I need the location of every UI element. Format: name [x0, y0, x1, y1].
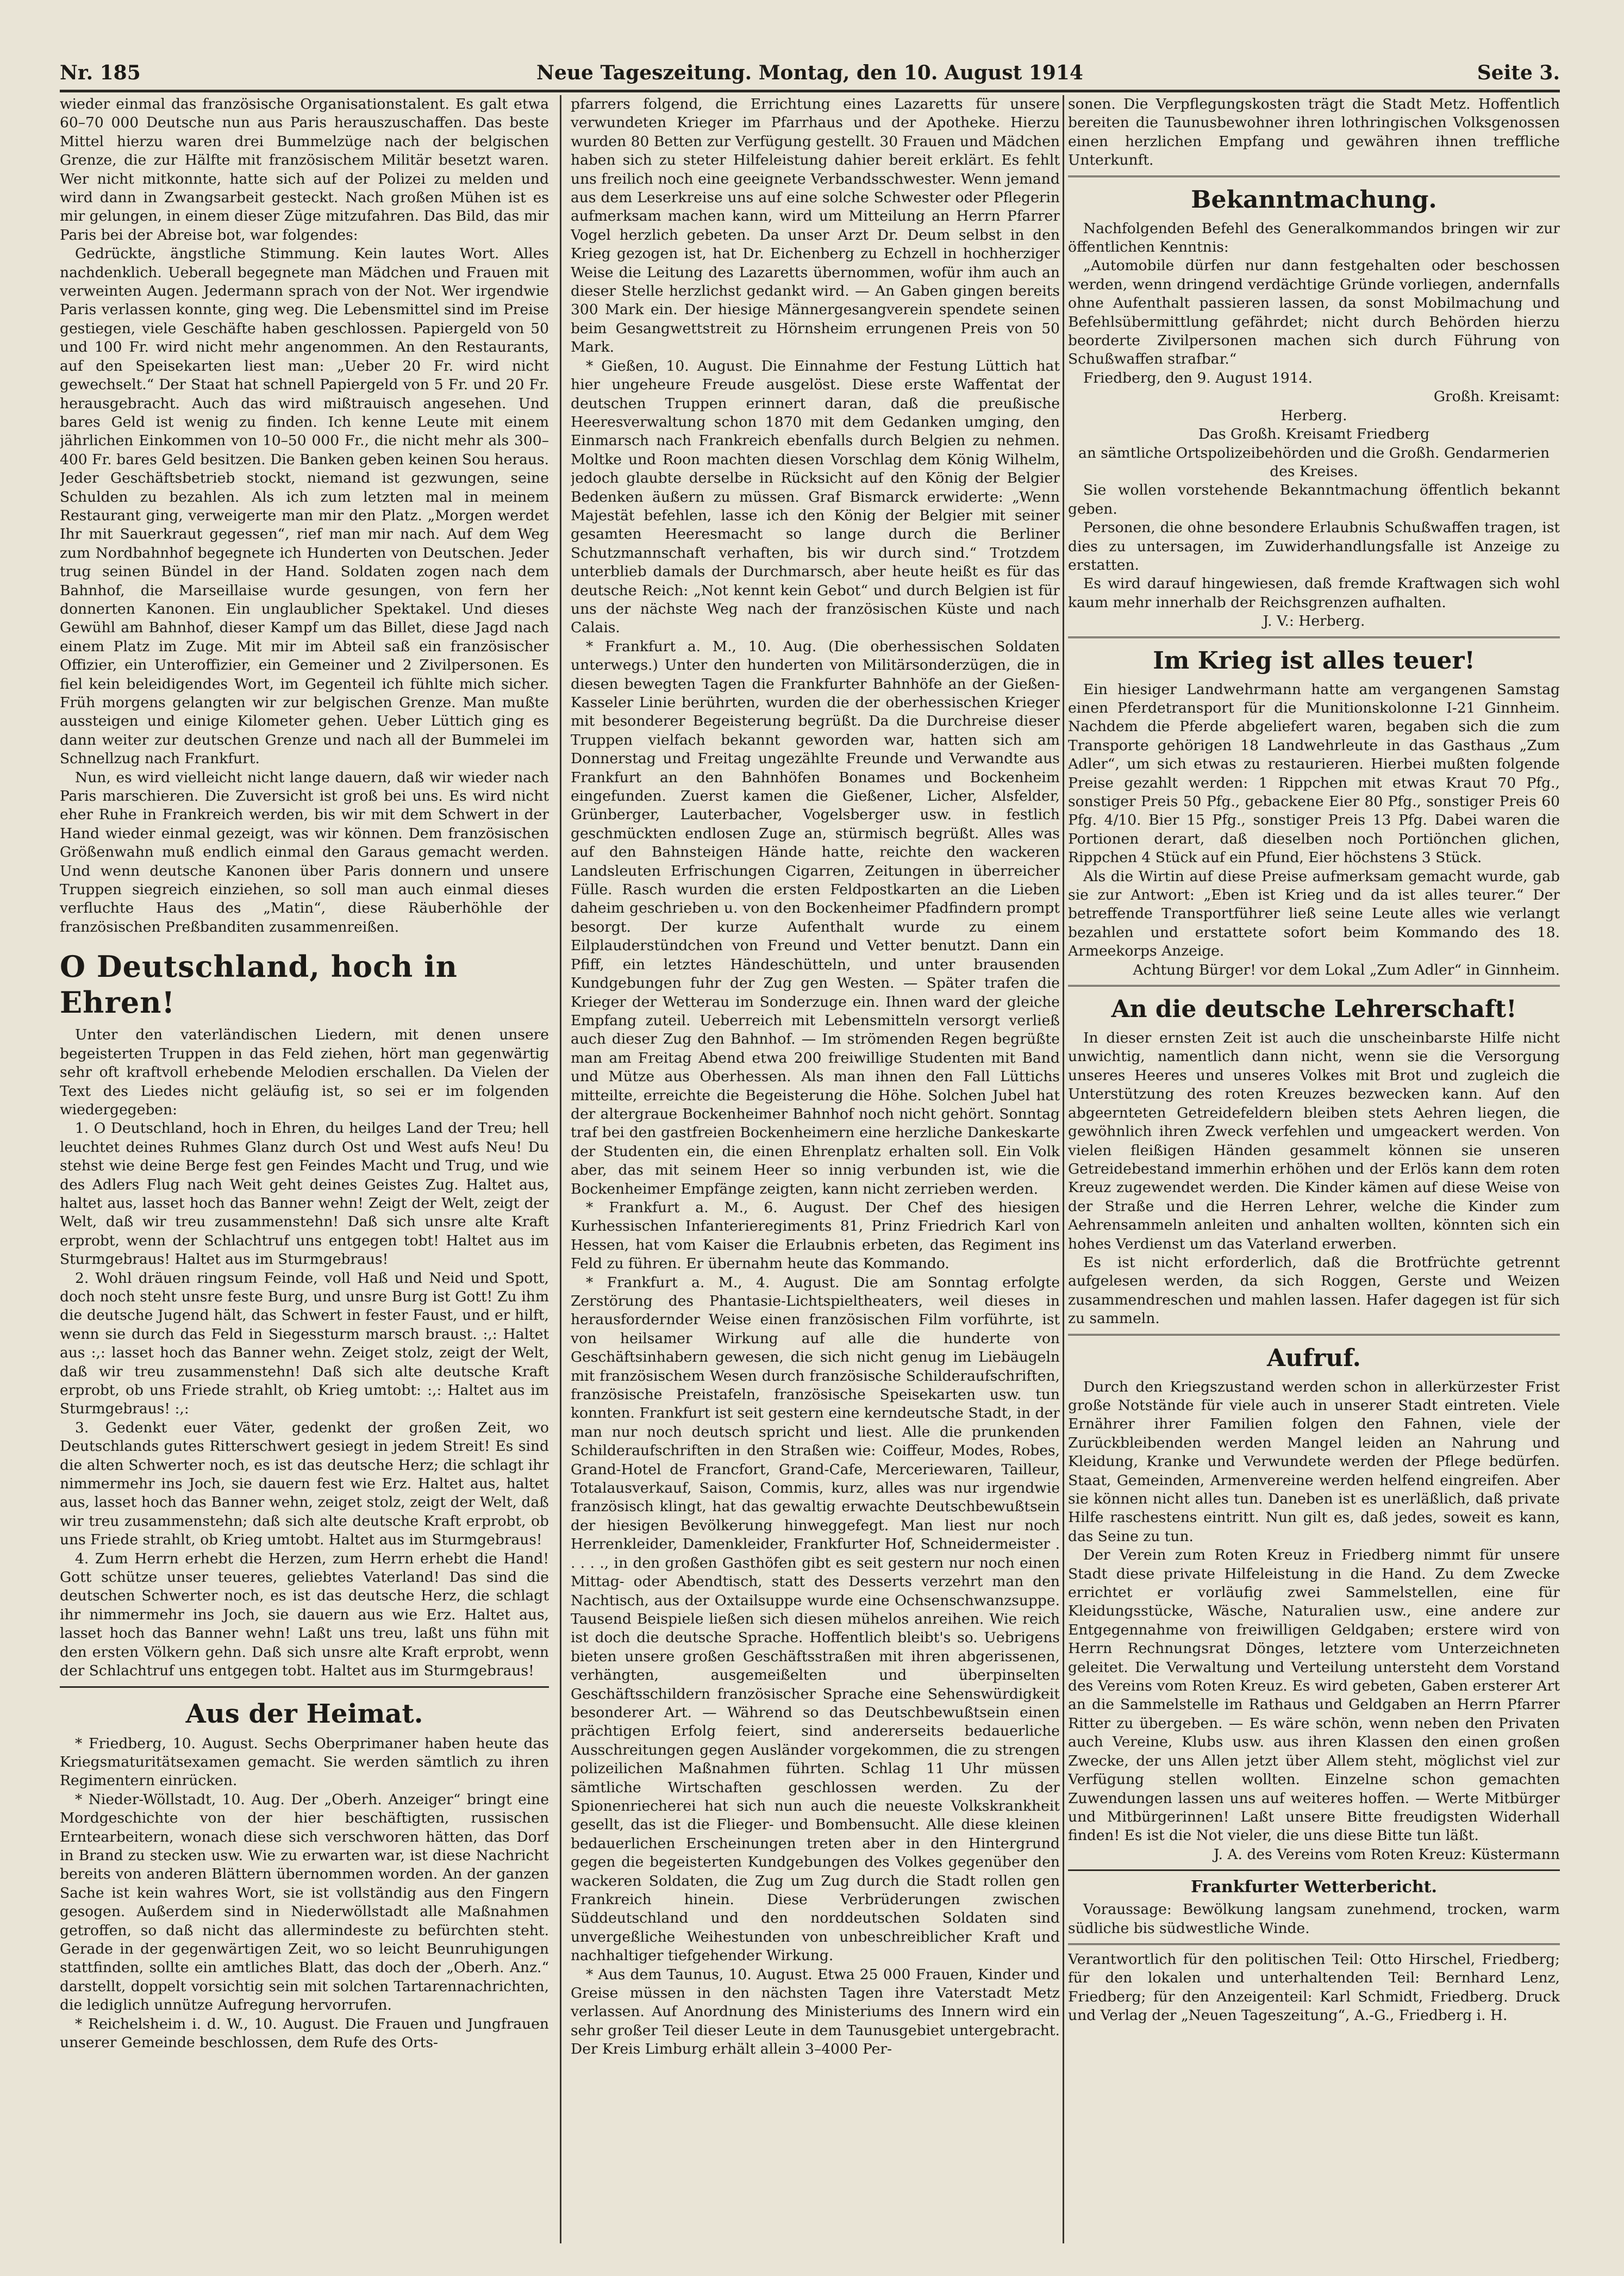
- imprint: Verantwortlich für den politischen Teil: Otto Hirschel, Friedberg; für den lokalen und unterhaltenden Teil: Bernhard Lenz, Friedberg; für den Anzeigenteil: Karl Schmidt, Friedberg. Druck und Verlag der „Neuen Tageszeitung“, A.-G., Friedberg i. H.: [1068, 1950, 1560, 2024]
- article-paragraph: wieder einmal das französische Organisationstalent. Es galt etwa 60–70 000 Deutsche nun aus Paris herauszuschaffen. Das beste Mittel hierzu waren drei Bummelzüge nach der belgischen Grenze, die zur Hälfte mit französischem Militär besetzt waren. Wer nicht mitkonnte, hatte sich auf der Polizei zu melden und wird dann in Zwangsarbeit gesteckt. Nach großen Mühen ist es mir gelungen, in einem dieser Züge mitzufahren. Das Bild, das mir Paris bei der Abreise bot, war folgendes:: [60, 96, 549, 244]
- notice-intro: Nachfolgenden Befehl des Generalkommandos bringen wir zur öffentlichen Kenntnis:: [1068, 220, 1560, 256]
- notice-bekanntmachung: [1068, 185, 1560, 631]
- weather-report: [1068, 1876, 1560, 1938]
- notice-name: Herberg.: [1281, 407, 1347, 424]
- article-heading: Im Krieg ist alles teuer!: [1153, 646, 1475, 675]
- notice-heading: Bekanntmachung.: [1191, 185, 1437, 214]
- headline-deutschland: O Deutschland, hoch in Ehren!: [60, 949, 458, 1020]
- column-rule: [560, 95, 561, 2243]
- column-1: [60, 95, 549, 2243]
- weather-heading: Frankfurter Wetterbericht.: [1191, 1878, 1437, 1897]
- local-news-item: sonen. Die Verpflegungskosten trägt die Stadt Metz. Hoffentlich bereiten die Taunusbewohner ihren lothringischen Volksgenossen einen herzlichen Empfang und gewähren ihnen treffliche Unterkunft.: [1068, 96, 1560, 169]
- local-news-item: * Gießen, 10. August. Die Einnahme der Festung Lüttich hat hier ungeheure Freude ausgelöst. Diese erste Waffentat der deutschen Truppen erinnert daran, daß die preußische Heeresverwaltung schon 1870 mit dem Gedanken umging, den Einmarsch nach Frankreich ebenfalls durch Belgien zu nehmen. Moltke und Roon machten diesen Vorschlag dem König Wilhelm, jedoch glaubte derselbe in Rücksicht auf den König der Belgier Bedenken äußern zu müssen. Graf Bismarck erwiderte: „Wenn Majestät befehlen, lasse ich den König der Belgier mit seiner gesamten Heeresmacht so lange durch die Berliner Schutzmannschaft verhaften, bis wir durch sind.“ Trotzdem unterblieb damals der Durchmarsch, aber heute heißt es für das deutsche Reich: „Not kennt kein Gebot“ und durch Belgien ist für uns der nächste Weg nach der französischen Küste und nach Calais.: [571, 357, 1060, 637]
- column-2: [571, 95, 1060, 2243]
- song-verse: 3. Gedenkt euer Väter, gedenkt der großen Zeit, wo Deutschlands gutes Ritterschwert gesiegt in jedem Streit! Es sind die alten Schwerter noch, es ist das deutsche Herz; die schlagt ihr nimmermehr ins Joch, sie dauern fest wie Erz. Haltet aus, haltet aus, lasset hoch das Banner wehn, zeiget stolz, zeigt der Welt, daß wir treu zusammenstehn; daß sich alte deutsche Kraft erprobt, ob uns Friede strahlt, ob Krieg umtobt. Haltet aus im Sturmgebraus!: [60, 1419, 549, 1549]
- notice-signature: J. V.: Herberg.: [1263, 613, 1365, 630]
- notice-office: Großh. Kreisamt:: [1433, 388, 1560, 406]
- local-news-item: * Frankfurt a. M., 10. Aug. (Die oberhessischen Soldaten unterwegs.) Unter den hunderten von Militärsonderzügen, die in diesen bewegten Tagen die Frankfurter Bahnhöfe an der Gießen-Kasseler Linie berührten, wurden die der oberhessischen Krieger mit besonderer Begeisterung begrüßt. Da die Durchreise dieser Truppen vielfach bekannt geworden war, hatten sich am Donnerstag und Freitag ungezählte Freunde und Verwandte aus Frankfurt an den Bahnhöfen Bonames und Bockenheim eingefunden. Zuerst kamen die Gießener, Licher, Alsfelder, Grünberger, Lauterbacher, Vogelsberger usw. in festlich geschmückten endlosen Zuge an, stürmisch begrüßt. Alles was auf den Bahnsteigen Hände hatte, reichte den wackeren Landsleuten Erfrischungen Cigarren, Zeitungen in überreicher Fülle. Rasch wurden die ersten Feldpostkarten an die Lieben daheim geschrieben u. von den Bockenheimer Pfadfindern prompt besorgt. Der kurze Aufenthalt wurde zu einem Eilplauderstündchen von Freund und Vetter benutzt. Dann ein Pfiff, ein letztes Händeschütteln, und unter brausenden Kundgebungen fuhr der Zug gen Westen. — Später trafen die Krieger der Wetterau im Sonderzuge ein. Ihnen ward der gleiche Empfang zuteil. Ueberreich mit Lebensmitteln versorgt verließ auch dieser Zug den Bahnhof. — Im strömenden Regen begrüßte man am Freitag Abend etwa 200 freiwillige Studenten mit Band und Mütze aus Oberhessen. Als man ihnen den Fall Lüttichs mitteilte, erreichte die Begeisterung die Höhe. Solchen Jubel hat der altergraue Bockenheimer Bahnhof noch nicht gehört. Sonntag traf bei den gastfreien Bockenheimern eine herzliche Dankeskarte der Studenten ein, die einen Ehrenplatz erhalten soll. Ein Volk aber, das mit seinem Heer so innig verbunden ist, wie die Bockenheimer Empfänge zeigten, kann nicht zerrieben werden.: [571, 638, 1060, 1198]
- notice-body: Personen, die ohne besondere Erlaubnis Schußwaffen tragen, ist dies zu untersagen, im Zuwiderhandlungsfalle ist Anzeige zu erstatten.: [1068, 519, 1560, 573]
- song-verse: 2. Wohl dräuen ringsum Feinde, voll Haß und Neid und Spott, doch noch steht unsre feste Burg, und unsre Burg ist Gott! Zu ihm die deutsche Jugend hält, das Schwert in fester Faust, und er hilft, wenn sie durch das Feld in Siegessturm marsch braust. :,: Haltet aus :,: lasset hoch das Banner wehn. Zeiget stolz, zeigt der Welt, daß wir treu zusammenstehn! Daß sich alte deutsche Kraft erprobt, ob uns Friede strahlt, ob Krieg umtobt: :,: Haltet aus im Sturmgebraus! :,:: [60, 1269, 549, 1418]
- article-paragraph: In dieser ernsten Zeit ist auch die unscheinbarste Hilfe nicht unwichtig, namentlich dann nicht, wenn sie die Versorgung unseres Heeres und unseres Volkes mit Brot und zugleich die Unterstützung des roten Kreuzes bezwecken kann. Auf den abgeernteten Getreidefeldern bleiben stets Aehren liegen, die gewöhnlich ihren Zweck verfehlen und umgeackert werden. Von vielen fleißigen Händen gesammelt können sie unseren Getreidebestand immerhin erhöhen und der Erlös kann dem roten Kreuz zugewendet werden. Die Kinder kämen auf diese Weise von der Straße und die Herren Lehrer, welche die Kinder zum Aehrensammeln anleiten und anhalten wollten, könnten sich ein hohes Verdienst um das Vaterland erwerben.: [1068, 1030, 1560, 1252]
- article-paragraph: Als die Wirtin auf diese Preise aufmerksam gemacht wurde, gab sie zur Antwort: „Eben ist Krieg und da ist alles teurer.“ Der betreffende Transportführer ließ seine Leute alles wie verlangt bezahlen und erstattete sofort beim Kommando des 18. Armeekorps Anzeige.: [1068, 868, 1560, 960]
- divider: [60, 1686, 549, 1688]
- notice-addressee-2: an sämtliche Ortspolizeibehörden und die Großh. Gendarmerien des Kreises.: [1078, 444, 1550, 480]
- article-signature: J. A. des Vereins vom Roten Kreuz: Küstermann: [1213, 1845, 1560, 1863]
- weather-text: Voraussage: Bewölkung langsam zunehmend, trocken, warm südliche bis südwestliche Winde.: [1068, 1901, 1560, 1937]
- notice-date: Friedberg, den 9. August 1914.: [1083, 369, 1313, 386]
- divider: [1068, 1943, 1560, 1945]
- column-rule: [1063, 95, 1064, 2243]
- song-verse: 1. O Deutschland, hoch in Ehren, du heilges Land der Treu; hell leuchtet deines Ruhmes Glanz durch Ost und West aufs Neu! Du stehst wie deine Berge fest gen Feindes Macht und Trug, und wie des Adlers Flug nach Weit geht deines Geistes Zug. Haltet aus, haltet aus, lasset hoch das Banner wehn! Zeigt der Welt, zeigt der Welt, daß wir treu zusammenstehn! Daß sich unsre alte Kraft erprobt, wenn der Schlachtruf uns entgegen tobt! Haltet aus im Sturmgebraus! Haltet aus im Sturmgebraus!: [60, 1120, 549, 1268]
- page-header: [60, 57, 1560, 92]
- article-paragraph: Durch den Kriegszustand werden schon in allerkürzester Frist große Notstände für viele auch in unserer Stadt eintreten. Viele Ernährer ihrer Familien folgen den Fahnen, viele der Zurückbleibenden werden Mangel leiden an Nahrung und Kleidung, Kranke und Verwundete werden der Pflege bedürfen. Staat, Gemeinden, Armenvereine werden helfend eingreifen. Aber sie können nicht alles tun. Daneben ist es unerläßlich, daß private Hilfe raschestens eintritt. Nun gilt es, daß jedes, soweit es kann, das Seine zu tun.: [1068, 1378, 1560, 1545]
- local-news-item: * Frankfurt a. M., 6. August. Der Chef des hiesigen Kurhessischen Infanterieregiments 81, Prinz Friedrich Karl von Hessen, hat vom Kaiser die Erlaubnis erbeten, das Regiment ins Feld zu führen. Er übernahm heute das Kommando.: [571, 1199, 1060, 1273]
- article-heading: Aufruf.: [1267, 1344, 1361, 1372]
- article-paragraph: Gedrückte, ängstliche Stimmung. Kein lautes Wort. Alles nachdenklich. Ueberall begegnete man Mädchen und Frauen mit verweinten Augen. Jedermann sprach von der Not. Wer irgendwie Paris verlassen konnte, ging weg. Die Lebensmittel sind im Preise gestiegen, viele Geschäfte haben geschlossen. Papiergeld von 50 und 100 Fr. wird nicht mehr angenommen. An den Restaurants, auf den Speisekarten liest man: „Ueber 20 Fr. wird nicht gewechselt.“ Der Staat hat schnell Papiergeld von 5 Fr. und 20 Fr. herausgebracht. Auch das wird mißtrauisch angesehen. Und bares Geld ist wenig zu finden. Ich kenne Leute mit einem jährlichen Einkommen von 10–50 000 Fr., die nicht mehr als 300–400 Fr. bares Geld besitzen. Die Banken geben keinen Sou heraus. Jeder Geschäftsbetrieb stockt, niemand ist gezwungen, seine Schulden zu bezahlen. Als ich zum letzten mal in meinem Restaurant ging, verweigerte man mir den Platz. „Morgen werdet Ihr mit Sauerkraut gegessen“, rief man mir nach. Auf dem Weg zum Nordbahnhof begegnete ich Hunderten von Deutschen. Jeder trug seinen Bündel in der Hand. Soldaten zogen nach dem Bahnhof, die Marseillaise wurde gesungen, von fern her donnerten Kanonen. Ein unglaublicher Spektakel. Und dieses Gewühl am Bahnhof, dieser Kampf um das Billet, diese Jagd nach einem Platz im Zuge. Mit mir im Abteil saß ein französischer Offizier, ein Unteroffizier, ein Gemeiner und 2 Zivilpersonen. Es fiel kein beleidigendes Wort, im Gegenteil ich fühlte mich sicher. Früh morgens gelangten wir zur belgischen Grenze. Man mußte aussteigen und einige Kilometer gehen. Ueber Lüttich ging es dann weiter zur deutschen Grenze und nach all der Bummelei im Schnellzug nach Frankfurt.: [60, 245, 549, 768]
- local-news-item: * Frankfurt a. M., 4. August. Die am Sonntag erfolgte Zerstörung des Phantasie-Lichtspieltheaters, weil dieses in herausfordernder Weise einen französischen Film vorführte, ist von heilsamer Wirkung auf alle die hunderte von Geschäftsinhabern gewesen, die sich nicht genug im Liebäugeln mit französischem Wesen durch französische Schilderaufschriften, französische Preistafeln, französische Speisekarten usw. tun konnten. Frankfurt ist seit gestern eine kerndeutsche Stadt, in der man nur noch deutsch spricht und liest. Alle die prunkenden Schilderaufschriften in den Straßen wie: Coiffeur, Modes, Robes, Grand-Hotel de Francfort, Grand-Cafe, Merceriewaren, Tailleur, Totalausverkauf, Saison, Commis, kurz, alles was nur irgendwie französisch klingt, hat das gewaltig erwachte Deutschbewußtsein der hiesigen Bevölkerung hinweggefegt. Man liest nur noch Herrenkleider, Damenkleider, Frankfurter Hof, Schneidermeister . . . . ., in den großen Gasthöfen gibt es seit gestern nur noch einen Mittag- oder Abendtisch, statt des Desserts verzehrt man den Nachtisch, aus der Oxtailsuppe wurde eine Ochsenschwanzsuppe. Tausend Beispiele ließen sich diesen mühelos anreihen. Wie reich ist doch die deutsche Sprache. Hoffentlich bleibt's so. Uebrigens bieten unsere großen Geschäftsstraßen mit ihren abgerissenen, verhängten, ausgemeißelten und überpinselten Geschäftsschildern französischer Sprache eine Sehenswürdigkeit besonderer Art. — Während so das Deutschbewußtsein einen prächtigen Erfolg feiert, sind andererseits bedauerliche Ausschreitungen gegen Ausländer vorgekommen, die zu strengen polizeilichen Maßnahmen führten. Schlag 11 Uhr müssen sämtliche Wirtschaften geschlossen werden. Zu der Spionenriecherei hat sich nun auch die neueste Volkskrankheit gesellt, das ist die Flieger- und Bombensucht. Alle diese kleinen bedauerlichen Erscheinungen treten aber in den Hintergrund gegen die begeisterten Kundgebungen des Volkes gegenüber den wackeren Soldaten, die Zug um Zug durch die Stadt rollen gen Frankreich hinein. Diese Verbrüderungen zwischen Süddeutschland und den norddeutschen Soldaten sind unvergeßliche Weihestunden von unbeschreiblicher Kraft und nachhaltiger tiefgehender Wirkung.: [571, 1274, 1060, 1965]
- article-paragraph: Der Verein zum Roten Kreuz in Friedberg nimmt für unsere Stadt diese private Hilfeleistung in die Hand. Zu dem Zwecke errichtet er vorläufig zwei Sammelstellen, eine für Kleidungsstücke, Wäsche, Naturalien usw., eine andere zur Entgegennahme von freiwilligen Geldgaben; erstere wird von Herrn Rechnungsrat Dönges, letztere vom Unterzeichneten geleitet. Die Verwaltung und Verteilung untersteht dem Vorstand des Vereins vom Roten Kreuz. Es wird gebeten, Gaben ersterer Art an die Sammelstelle im Rathaus und Geldgaben an Herrn Pfarrer Ritter zu übergeben. — Es wäre schön, wenn neben den Privaten auch Vereine, Klubs usw. aus ihren Klassen den einen großen Zwecke, der uns Allen jetzt über Allem steht, möglichst viel zur Verfügung stellen wollten. Einzelne schon gemachten Zuwendungen lassen uns auf weiteres hoffen. — Werte Mitbürger und Mitbürgerinnen! Laßt unsere Bitte freudigsten Widerhall finden! Es ist die Not vieler, die uns diese Bitte tun läßt.: [1068, 1547, 1560, 1844]
- article-paragraph: Ein hiesiger Landwehrmann hatte am vergangenen Samstag einen Pferdetransport für die Munitionskolonne I-21 Ginnheim. Nachdem die Pferde abgeliefert waren, begaben sich die zum Transporte gehörigen 18 Landwehrleute in das Gasthaus „Zum Adler“, um sich etwas zu restaurieren. Hierbei mußten folgende Preise gezahlt werden: 1 Rippchen mit etwas Kraut 70 Pfg., sonstiger Preis 50 Pfg., gebackene Eier 80 Pfg., sonstiger Preis 60 Pfg. 4/10. Bier 15 Pfg., sonstiger Preis 13 Pfg. Dabei waren die Portionen derart, daß dieselben noch Portiönchen glichen, Rippchen 4 Stück auf ein Pfund, Eier höchstens 3 Stück.: [1068, 681, 1560, 866]
- column-3: [1068, 95, 1560, 2243]
- divider: [1068, 176, 1560, 177]
- divider: [1068, 637, 1560, 638]
- divider: [1068, 985, 1560, 987]
- article-heading: An die deutsche Lehrerschaft!: [1111, 995, 1517, 1024]
- article-paragraph: Nun, es wird vielleicht nicht lange dauern, daß wir wieder nach Paris marschieren. Die Zuversicht ist groß bei uns. Es wird nicht eher Ruhe in Frankreich werden, bis wir mit dem Schwert in der Hand wieder einmal gezeigt, was wir können. Dem französischen Größenwahn muß endlich einmal den Garaus gemacht werden. Und wenn deutsche Kanonen über Paris donnern und unsere Truppen siegreich einziehen, so soll man auch einmal dieses verfluchte Haus des „Matin“, diese Räuberhöhle der französischen Preßbanditen zusammenreißen.: [60, 769, 549, 936]
- page-number: Seite 3.: [1477, 61, 1560, 84]
- local-news-item: * Aus dem Taunus, 10. August. Etwa 25 000 Frauen, Kinder und Greise müssen in den nächsten Tagen ihre Vaterstadt Metz verlassen. Auf Anordnung des Ministeriums des Innern wird ein sehr großer Teil dieser Leute in dem Taunusgebiet untergebracht. Der Kreis Limburg erhält allein 3–4000 Per-: [571, 1966, 1060, 2058]
- divider: [1068, 1334, 1560, 1336]
- notice-quote: „Automobile dürfen nur dann festgehalten oder beschossen werden, wenn dringend verdächtige Gründe vorliegen, andernfalls ohne Aufenthalt passieren lassen, da sonst Mobilmachung und Befehlsübermittlung gefährdet; nicht durch Behörden hierzu beorderte Zivilpersonen machen sich durch Führung von Schußwaffen strafbar.“: [1068, 257, 1560, 368]
- notice-body: Sie wollen vorstehende Bekanntmachung öffentlich bekannt geben.: [1068, 482, 1560, 517]
- song-verse: 4. Zum Herrn erhebt die Herzen, zum Herrn erhebt die Hand! Gott schütze unser teueres, geliebtes Vaterland! Das sind die deutschen Schwerter noch, es ist das deutsche Herz, die schlagt ihr nimmermehr ins Joch, sie dauern aus wie Erz. Haltet aus, lasset hoch das Banner wehn! Laßt uns treu, laßt uns fühn mit den ersten Völkern gehn. Daß sich unsre alte Kraft erprobt, wenn der Schlachtruf uns entgegen tobt. Haltet aus im Sturmgebraus!: [60, 1550, 549, 1680]
- article-krieg: [1068, 646, 1560, 980]
- divider: [1068, 1869, 1560, 1871]
- newspaper-title-date: Neue Tageszeitung. Montag, den 10. August 1914: [536, 61, 1083, 84]
- notice-body: Es wird darauf hingewiesen, daß fremde Kraftwagen sich wohl kaum mehr innerhalb der Reichsgrenzen aufhalten.: [1068, 575, 1560, 611]
- article-lehrerschaft: [1068, 994, 1560, 1329]
- article-paragraph: Es ist nicht erforderlich, daß die Brotfrüchte getrennt aufgelesen werden, da sich Roggen, Gerste und Weizen zusammendreschen und mahlen lassen. Hafer dagegen ist für sich zu sammeln.: [1068, 1254, 1560, 1327]
- local-news-item: pfarrers folgend, die Errichtung eines Lazaretts für unsere verwundeten Krieger im Pfarrhaus und der Apotheke. Hierzu wurden 80 Betten zur Verfügung gestellt. 30 Frauen und Mädchen haben sich zu steter Hilfeleistung dahier bereit erklärt. Es fehlt uns freilich noch eine geeignete Verbandsschwester. Wenn jemand aus dem Leserkreise uns auf eine solche Schwester oder Pflegerin aufmerksam machen kann, wird um Mitteilung an Herrn Pfarrer Vogel herzlich gebeten. Da unser Arzt Dr. Deum selbst in den Krieg gezogen ist, hat Dr. Eichenberg zu Echzell in hochherziger Weise die Leitung des Lazaretts übernommen, wofür ihm auch an dieser Stelle herzlichst gedankt wird. — An Gaben gingen bereits 300 Mark ein. Der hiesige Männergesangverein spendete seinen beim Gesangwettstreit zu Hörnsheim errungenen Preis von 50 Mark.: [571, 96, 1060, 356]
- local-news-item: * Friedberg, 10. August. Sechs Oberprimaner haben heute das Kriegsmaturitätsexamen gemacht. Sie werden sämtlich zu ihren Regimentern einrücken.: [60, 1735, 549, 1789]
- section-heading-heimat: Aus der Heimat.: [185, 1698, 423, 1729]
- article-paragraph: Unter den vaterländischen Liedern, mit denen unsere begeisterten Truppen in das Feld ziehen, hört man gegenwärtig sehr oft kraftvoll erhebende Melodien erschallen. Da Vielen der Text des Liedes nicht geläufig ist, so sei er im folgenden wiedergegeben:: [60, 1026, 549, 1118]
- local-news-item: * Nieder-Wöllstadt, 10. Aug. Der „Oberh. Anzeiger“ bringt eine Mordgeschichte von der hier beschäftigten, russischen Erntearbeitern, wonach diese sich verschworen hätten, das Dorf in Brand zu stecken usw. Wie zu erwarten war, ist diese Nachricht bereits von anderen Blättern übernommen worden. An der ganzen Sache ist kein wahres Wort, sie ist vollständig aus den Fingern gesogen. Außerdem sind in Niederwöllstadt alle Maßnahmen getroffen, so daß nicht das allermindeste zu befürchten steht. Gerade in der gegenwärtigen Zeit, wo so leicht Beunruhigungen stattfinden, sollte ein amtliches Blatt, das doch der „Oberh. Anz.“ darstellt, doppelt vorsichtig sein mit solchen Tartarennachrichten, die lediglich unnütze Aufregung hervorrufen.: [60, 1791, 549, 2014]
- notice-addressee: Das Großh. Kreisamt Friedberg: [1198, 426, 1430, 443]
- local-news-item: * Reichelsheim i. d. W., 10. August. Die Frauen und Jungfrauen unserer Gemeinde beschlossen, dem Rufe des Orts-: [60, 2015, 549, 2051]
- article-warning: Achtung Bürger! vor dem Lokal „Zum Adler“ in Ginnheim.: [1133, 961, 1560, 978]
- article-aufruf: [1068, 1343, 1560, 1865]
- issue-number: Nr. 185: [60, 61, 141, 84]
